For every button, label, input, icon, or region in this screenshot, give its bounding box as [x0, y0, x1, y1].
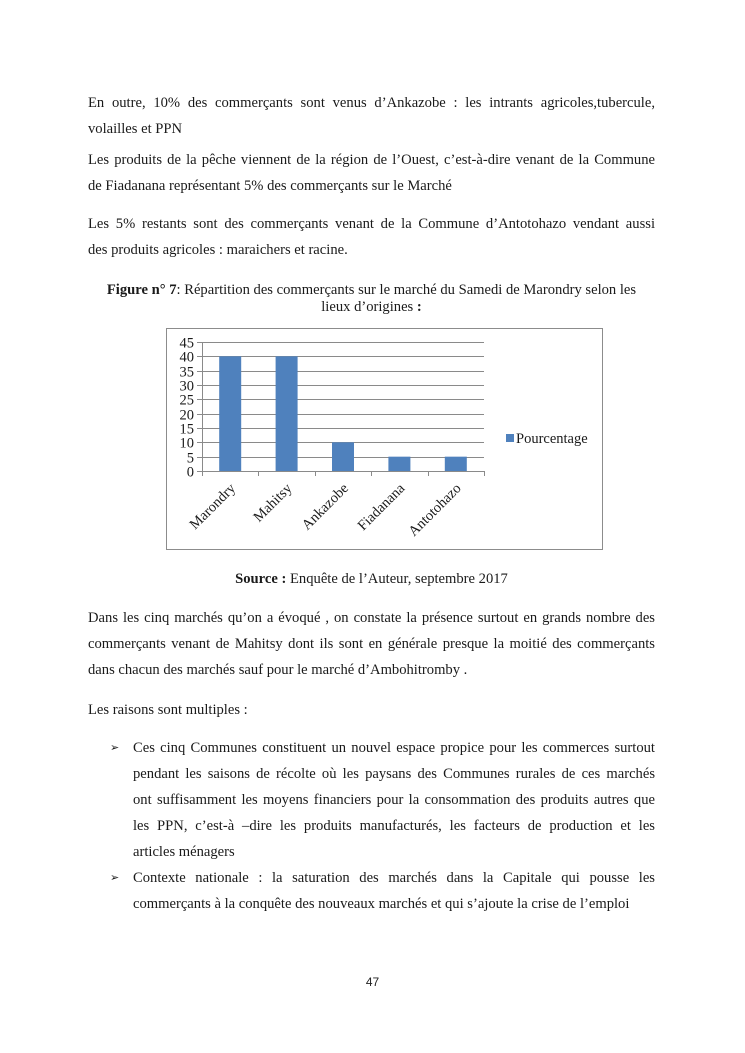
bar-fiadanana [388, 457, 410, 471]
y-tick-label: 20 [179, 407, 194, 424]
text-line: Les produits de la pêche viennent de la région de l’Ouest, c’est-à-dire venant de la Commune [88, 152, 655, 168]
legend [506, 431, 588, 447]
bullet-item-communes [110, 735, 655, 865]
figure-caption-end: : [416, 299, 422, 315]
x-tick-label: Antotohazo [405, 480, 465, 540]
page-number: 47 [365, 975, 380, 989]
paragraph-raisons [88, 697, 655, 723]
text-line: des produits agricoles : maraichers et racine. [88, 242, 348, 258]
text-line: ont suffisamment les moyens financiers pour la consommation des produits autres que [133, 792, 655, 808]
text-line: Ces cinq Communes constituent un nouvel espace propice pour les commerces surtout [133, 740, 655, 756]
text-line: pendant les saisons de récolte où les paysans des Communes rurales de ces marchés [133, 766, 655, 782]
source-text: Enquête de l’Auteur, septembre 2017 [286, 571, 508, 587]
paragraph-fiadanana [88, 147, 655, 199]
figure-source [88, 571, 655, 588]
x-tick-label: Marondry [186, 480, 240, 533]
paragraph-ankazobe [88, 90, 655, 142]
y-tick-label: 15 [179, 421, 194, 438]
text-line: de Fiadanana représentant 5% des commerçants sur le Marché [88, 178, 452, 194]
text-line: En outre, 10% des commerçants sont venus d’Ankazobe : les intrants agricoles,tubercule, [88, 95, 655, 111]
legend-swatch [506, 434, 514, 442]
bullet-item-contexte [110, 865, 655, 917]
y-tick-label: 10 [179, 435, 194, 452]
bar-marondry [219, 356, 241, 471]
arrow-bullet-icon: ➢ [110, 741, 120, 754]
text-line: Les raisons sont multiples : [88, 702, 248, 718]
y-tick-label: 30 [179, 378, 194, 395]
text-line: Dans les cinq marchés qu’on a évoqué , on constate la présence surtout en grands nombre des [88, 610, 655, 626]
text-line: Les 5% restants sont des commerçants venant de la Commune d’Antotohazo vendant aussi [88, 216, 655, 232]
text-line: commerçants venant de Mahitsy dont ils sont en générale presque la moitié des commerçants [88, 636, 655, 652]
paragraph-mahitsy [88, 605, 655, 683]
source-label: Source : [235, 571, 287, 587]
y-tick-label: 0 [186, 464, 194, 481]
figure-caption-line2: lieux d’origines [321, 299, 417, 315]
text-line: Contexte nationale : la saturation des marchés dans la Capitale qui pousse les [133, 870, 655, 886]
text-line: dans chacun des marchés sauf pour le marché d’Ambohitromby . [88, 662, 468, 678]
bar-antotohazo [445, 457, 467, 471]
y-tick-label: 5 [186, 450, 194, 467]
text-line: commerçants à la conquête des nouveaux marchés et qui s’ajoute la crise de l’emploi [133, 896, 630, 912]
y-tick-label: 35 [179, 364, 194, 381]
x-tick-label: Ankazobe [298, 480, 352, 534]
text-line: les PPN, c’est-à –dire les produits manufacturés, les facteurs de production et les [133, 818, 655, 834]
legend-label: Pourcentage [516, 431, 588, 447]
bar-mahitsy [276, 356, 298, 471]
arrow-bullet-icon: ➢ [110, 871, 120, 884]
text-line: volailles et PPN [88, 121, 183, 137]
paragraph-antotohazo [88, 211, 655, 263]
text-line: articles ménagers [133, 844, 235, 860]
x-tick-label: Fiadanana [354, 480, 409, 534]
bar-ankazobe [332, 442, 354, 471]
x-tick-label: Mahitsy [250, 480, 296, 526]
y-tick-label: 45 [179, 335, 194, 352]
figure-caption [88, 282, 655, 316]
y-tick-label: 25 [179, 392, 194, 409]
figure-label: Figure n° 7 [106, 282, 177, 298]
figure-caption-text: : Répartition des commerçants sur le marché du Samedi de Marondry selon les [176, 282, 637, 298]
y-tick-label: 40 [179, 349, 194, 366]
bar-chart [166, 328, 603, 550]
